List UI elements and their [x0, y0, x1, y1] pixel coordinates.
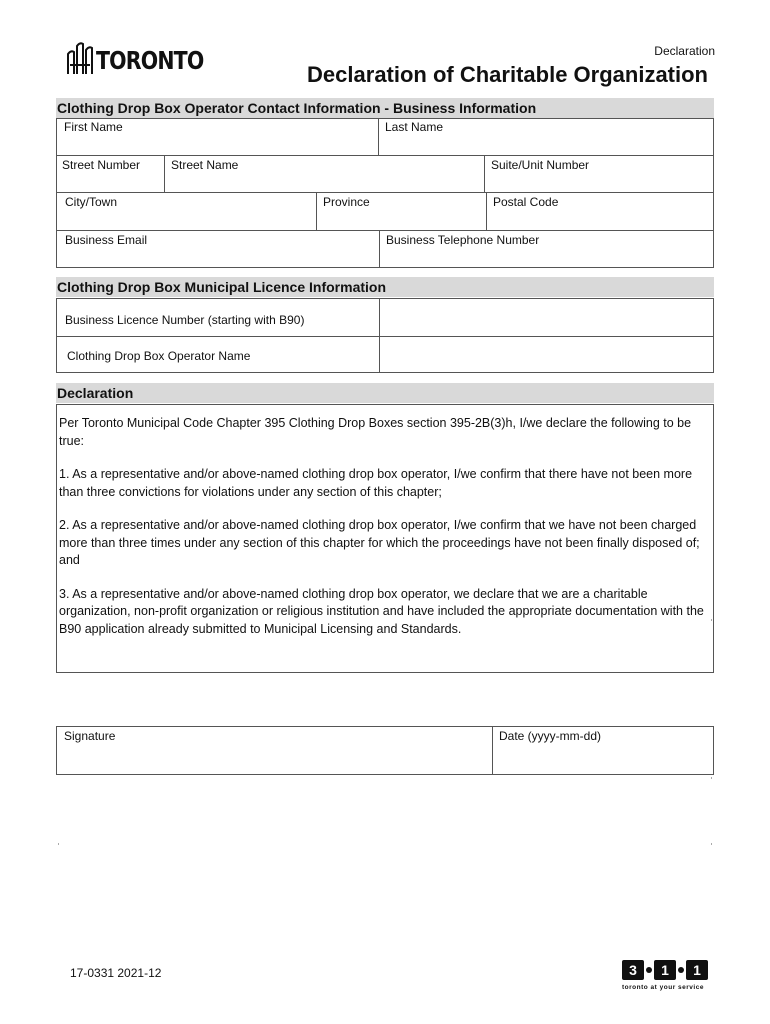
declaration-item-2: 2. As a representative and/or above-named clothing drop box operator, I/we confirm that we have not been charged more than three times under any section of this chapter for which the proceedings have not been finally disposed of; and [59, 518, 700, 567]
suite-unit-label: Suite/Unit Number [491, 158, 590, 172]
first-name-field[interactable] [64, 120, 123, 134]
first-name-label: First Name [64, 120, 123, 134]
document-type-label: Declaration [654, 44, 715, 58]
date-label: Date (yyyy-mm-dd) [499, 729, 602, 743]
postal-code-field[interactable] [493, 195, 558, 209]
declaration-intro: Per Toronto Municipal Code Chapter 395 Clothing Drop Boxes section 395-2B(3)h, I/we declare the following to be true: [59, 416, 692, 448]
declaration-text [59, 415, 709, 654]
business-email-field[interactable] [65, 233, 147, 247]
form-number: 17-0331 2021-12 [70, 966, 162, 980]
business-phone-field[interactable] [386, 233, 539, 247]
divider [711, 777, 712, 779]
street-name-label: Street Name [171, 158, 239, 172]
signature-table [56, 726, 714, 775]
signature-field[interactable] [64, 729, 115, 743]
street-number-label: Street Number [62, 158, 141, 172]
city-hall-icon [66, 40, 94, 74]
last-name-field[interactable] [385, 120, 443, 134]
toronto-logo [66, 38, 227, 74]
contact-info-table [56, 118, 714, 268]
page-title: Declaration of Charitable Organization [307, 62, 708, 87]
badge-tagline: toronto at your service [622, 984, 704, 991]
declaration-section-heading: Declaration [56, 383, 714, 403]
street-name-field[interactable] [171, 158, 238, 172]
licence-section-heading: Clothing Drop Box Municipal Licence Information [56, 277, 714, 297]
suite-unit-field[interactable] [491, 158, 589, 172]
operator-name-label: Clothing Drop Box Operator Name [67, 349, 251, 363]
contact-section-heading: Clothing Drop Box Operator Contact Information - Business Information [56, 98, 714, 118]
city-town-label: City/Town [65, 195, 118, 209]
business-email-label: Business Email [65, 233, 148, 247]
licence-info-table [56, 298, 714, 373]
badge-dot [678, 967, 684, 973]
licence-number-label: Business Licence Number (starting with B90) [65, 313, 305, 327]
date-field[interactable] [499, 729, 601, 743]
badge-dot [646, 967, 652, 973]
postal-code-label: Postal Code [493, 195, 559, 209]
operator-name-input[interactable] [380, 337, 713, 372]
licence-number-input[interactable] [380, 299, 713, 336]
province-label: Province [323, 195, 370, 209]
badge-digit: 1 [654, 960, 676, 980]
logo-wordmark: TORONTO [96, 46, 204, 75]
street-number-field[interactable] [62, 158, 140, 172]
city-town-field[interactable] [65, 195, 117, 209]
divider [58, 843, 59, 845]
badge-digit: 1 [686, 960, 708, 980]
province-field[interactable] [323, 195, 370, 209]
business-phone-label: Business Telephone Number [386, 233, 540, 247]
declaration-item-1: 1. As a representative and/or above-named clothing drop box operator, I/we confirm that there have not been more than three convictions for violations under any section of this chapter; [59, 467, 693, 499]
badge-digit: 3 [622, 960, 644, 980]
divider [711, 619, 712, 621]
declaration-item-3: 3. As a representative and/or above-named clothing drop box operator, we declare that we are a charitable organization, non-profit organization or religious institution and have included the appropriate documentation with the B90 application already submitted to Municipal Licensing and Standards. [59, 586, 704, 636]
signature-label: Signature [64, 729, 116, 743]
311-logo [622, 960, 708, 991]
divider [711, 843, 712, 845]
last-name-label: Last Name [385, 120, 444, 134]
